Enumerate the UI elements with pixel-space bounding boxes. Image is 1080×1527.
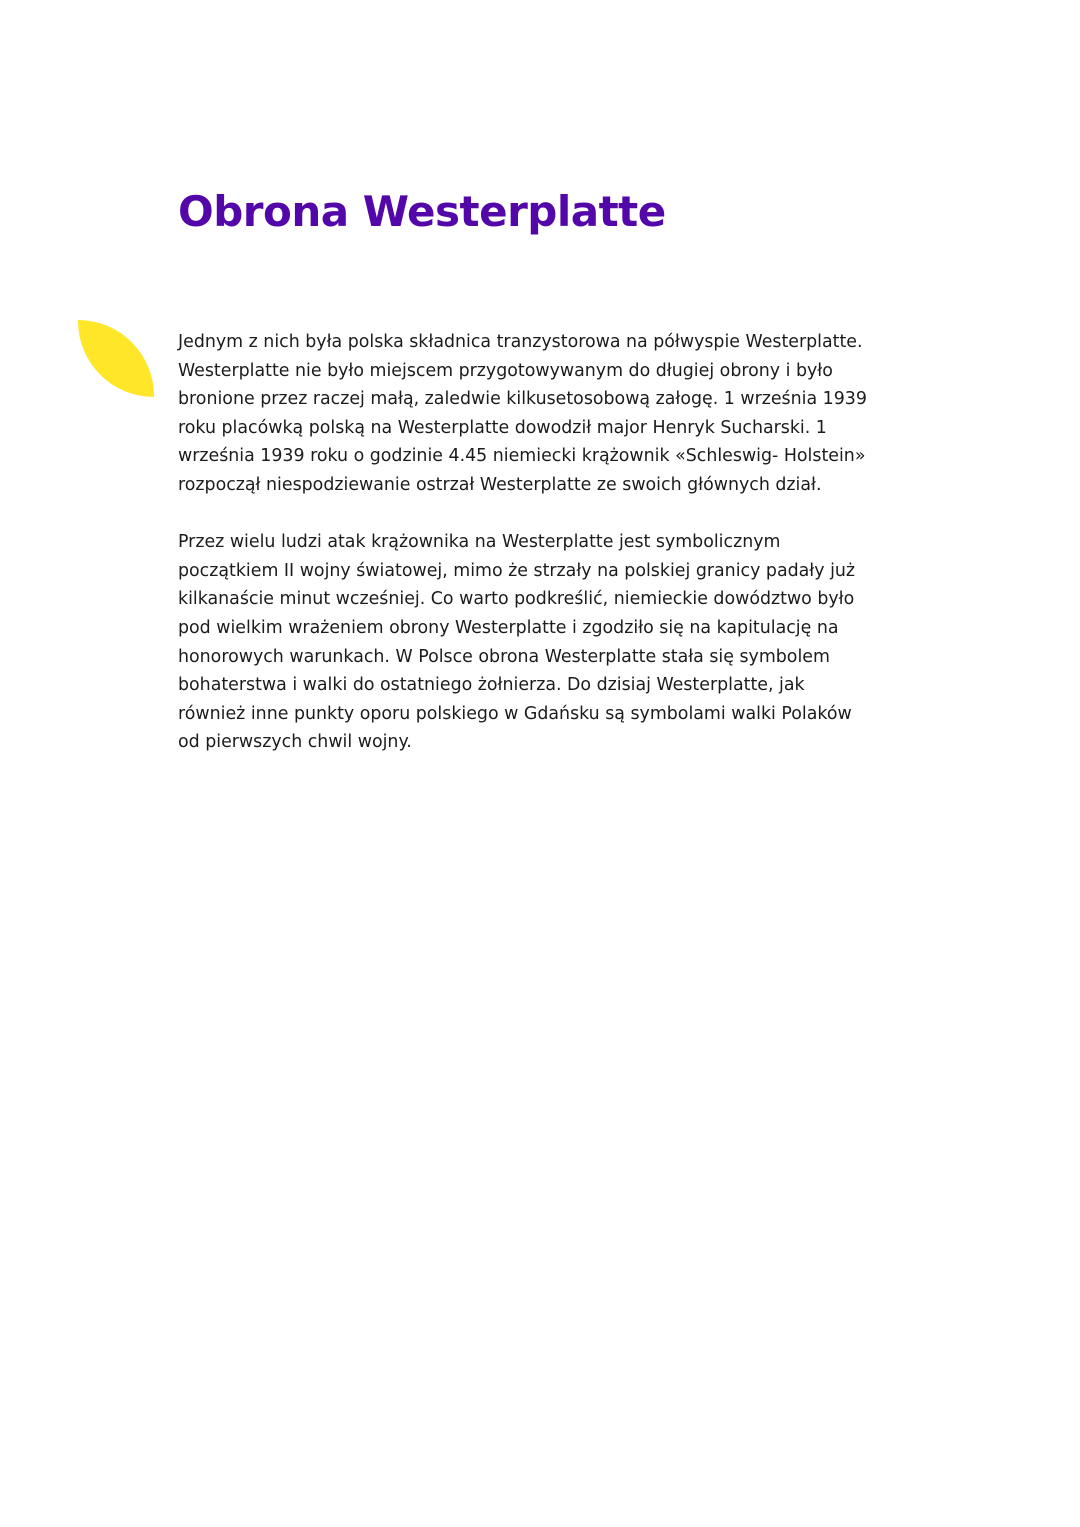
text-line: od pierwszych chwil wojny. (178, 732, 412, 753)
text-line: początkiem II wojny światowej, mimo że strzały na polskiej granicy padały już (178, 560, 856, 581)
leaf-icon (78, 320, 154, 397)
article-body (178, 328, 978, 757)
text-line: bohaterstwa i walki do ostatniego żołnierza. Do dzisiaj Westerplatte, jak (178, 675, 805, 696)
page-title: Obrona Westerplatte (178, 187, 666, 236)
paragraph-spacer (178, 500, 978, 529)
paragraph-2 (178, 528, 978, 757)
text-line: roku placówką polską na Westerplatte dowodził major Henryk Sucharski. 1 (178, 417, 827, 438)
text-line: Westerplatte nie było miejscem przygotowywanym do długiej obrony i było (178, 360, 833, 381)
text-line: kilkanaście minut wcześniej. Co warto podkreślić, niemieckie dowództwo było (178, 589, 855, 610)
text-line: bronione przez raczej małą, zaledwie kilkusetosobową załogę. 1 września 1939 (178, 389, 867, 410)
text-line: honorowych warunkach. W Polsce obrona Westerplatte stała się symbolem (178, 646, 830, 667)
text-line: również inne punkty oporu polskiego w Gdańsku są symbolami walki Polaków (178, 703, 852, 724)
text-line: Przez wielu ludzi atak krążownika na Westerplatte jest symbolicznym (178, 532, 781, 553)
text-line: rozpoczął niespodziewanie ostrzał Westerplatte ze swoich głównych dział. (178, 474, 822, 495)
text-line: Jednym z nich była polska składnica tranzystorowa na półwyspie Westerplatte. (178, 332, 863, 352)
text-line: pod wielkim wrażeniem obrony Westerplatte i zgodziło się na kapitulację na (178, 617, 839, 638)
text-line: września 1939 roku o godzinie 4.45 niemiecki krążownik «Schleswig- Holstein» (178, 446, 866, 467)
paragraph-1 (178, 328, 978, 500)
